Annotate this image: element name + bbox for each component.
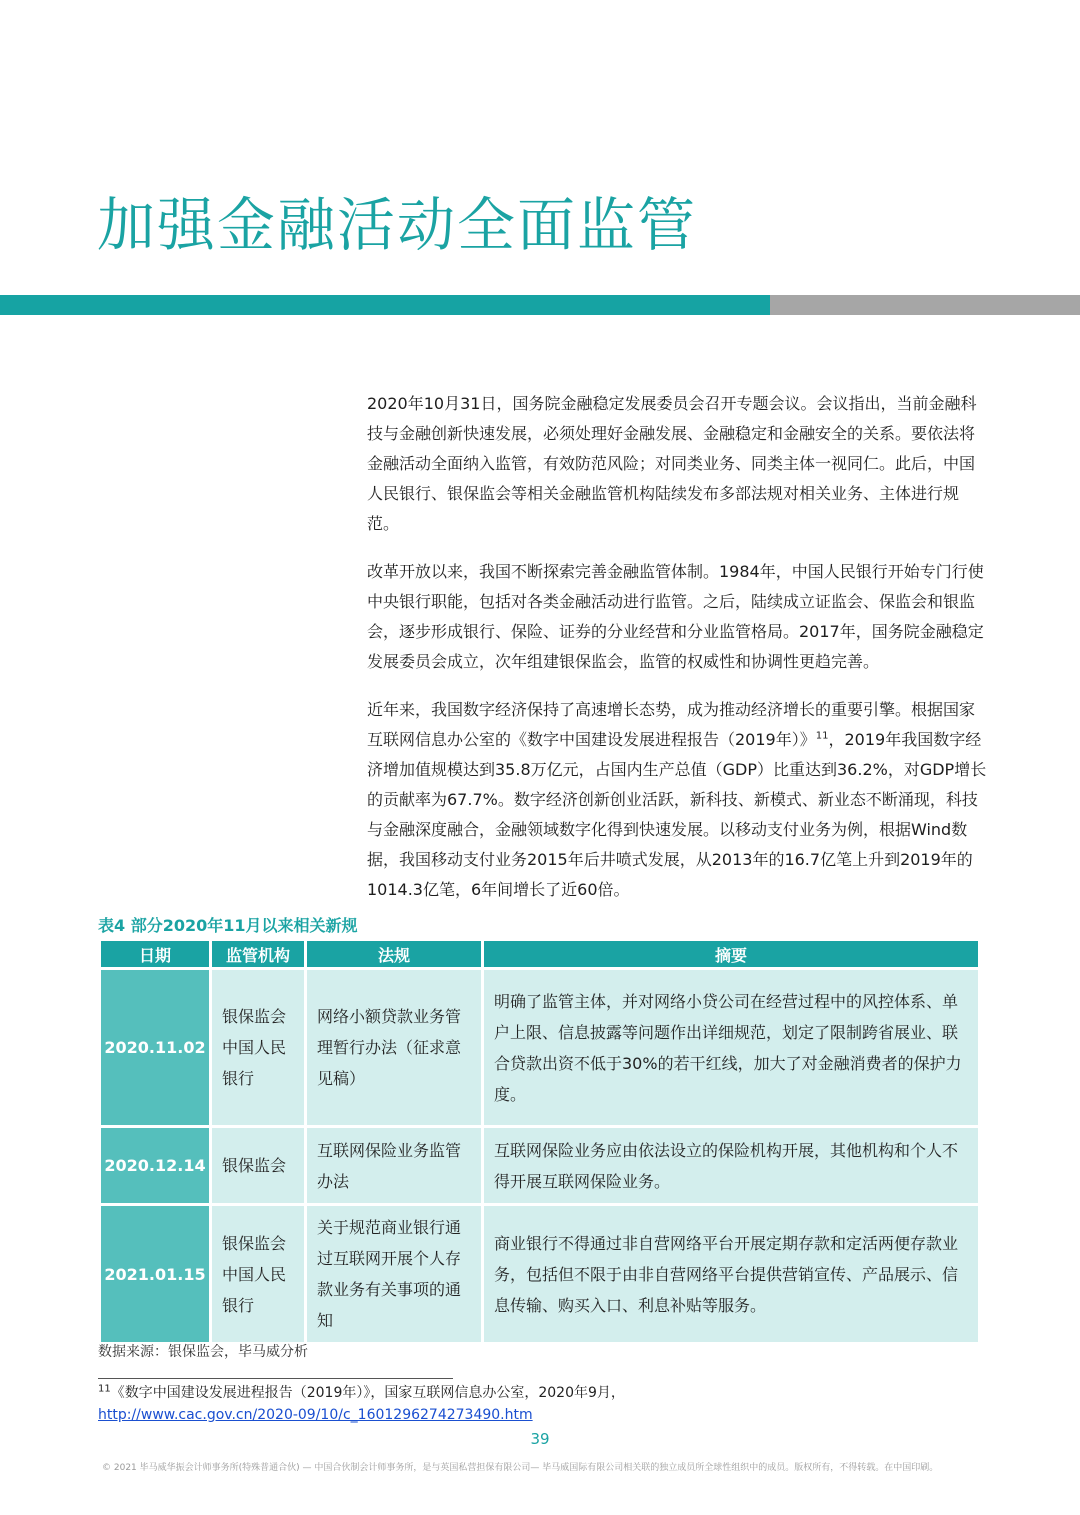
cell-date: 2020.11.02 [101,970,209,1125]
footnote [98,1382,625,1426]
footnote-divider [98,1378,453,1379]
cell-summary: 明确了监管主体，并对网络小贷公司在经营过程中的风控体系、单户上限、信息披露等问题作出详细规范，划定了限制跨省展业、联合贷款出资不低于30%的若干红线，加大了对金融消费者的保护力度。 [484,970,978,1125]
paragraph-3 [367,695,987,905]
title-band-accent [0,295,770,315]
header-regulation: 法规 [307,941,481,967]
paragraph-3-part-2: ，2019年我国数字经济增加值规模达到35.8万亿元，占国内生产总值（GDP）比重达到36.2%，对GDP增长的贡献率为67.7%。数字经济创新创业活跃，新科技、新模式、新业态不断涌现，科技与金融深度融合，金融领域数字化得到快速发展。以移动支付业务为例，根据Wind数据，我国移动支付业务2015年后井喷式发展，从2013年的16.7亿笔上升到2019年的1014.3亿笔，6年间增长了近60倍。 [367,730,987,899]
cell-regulation: 网络小额贷款业务管理暂行办法（征求意见稿） [307,970,481,1125]
data-source-note: 数据来源：银保监会，毕马威分析 [98,1344,308,1360]
cell-date: 2020.12.14 [101,1128,209,1203]
table-title: 表4 部分2020年11月以来相关新规 [98,916,358,935]
legal-notice: © 2021 毕马威华振会计师事务所(特殊普通合伙) — 中国合伙制会计师事务所，是与英国私营担保有限公司— 毕马威国际有限公司相关联的独立成员所全球性组织中的成员。版权所有，不得转载。在中国印刷。 [102,1463,939,1473]
page-number: 39 [530,1430,550,1448]
footnote-link[interactable]: http://www.cac.gov.cn/2020-09/10/c_1601296274273490.htm [98,1407,533,1423]
header-date: 日期 [101,941,209,967]
table-header-row [101,941,978,967]
footnote-reference: 11 [815,730,829,742]
cell-agency: 银保监会 中国人民银行 [212,970,304,1125]
paragraph-2: 改革开放以来，我国不断探索完善金融监管体制。1984年，中国人民银行开始专门行使中央银行职能，包括对各类金融活动进行监管。之后，陆续成立证监会、保监会和银监会，逐步形成银行、保险、证券的分业经营和分业监管格局。2017年，国务院金融稳定发展委员会成立，次年组建银保监会，监管的权威性和协调性更趋完善。 [367,562,984,671]
cell-summary: 互联网保险业务应由依法设立的保险机构开展，其他机构和个人不得开展互联网保险业务。 [484,1128,978,1203]
table-row [101,970,978,1125]
cell-date: 2021.01.15 [101,1206,209,1342]
footnote-number: 11 [98,1383,111,1395]
table-row [101,1128,978,1203]
header-agency: 监管机构 [212,941,304,967]
title-band-gray [770,295,1080,315]
footnote-text: 《数字中国建设发展进程报告（2019年）》，国家互联网信息办公室，2020年9月， [110,1385,625,1401]
table-row [101,1206,978,1342]
page-title: 加强金融活动全面监管 [97,191,698,259]
cell-summary: 商业银行不得通过非自营网络平台开展定期存款和定活两便存款业务，包括但不限于由非自营网络平台提供营销宣传、产品展示、信息传输、购买入口、利息补贴等服务。 [484,1206,978,1342]
cell-regulation: 关于规范商业银行通过互联网开展个人存款业务有关事项的通知 [307,1206,481,1342]
paragraph-1: 2020年10月31日，国务院金融稳定发展委员会召开专题会议。会议指出，当前金融科技与金融创新快速发展，必须处理好金融发展、金融稳定和金融安全的关系。要依法将金融活动全面纳入监管，有效防范风险；对同类业务、同类主体一视同仁。此后，中国人民银行、银保监会等相关金融监管机构陆续发布多部法规对相关业务、主体进行规范。 [367,394,977,533]
regulations-table [98,938,981,1345]
paragraph-3-part-1: 近年来，我国数字经济保持了高速增长态势，成为推动经济增长的重要引擎。根据国家互联网信息办公室的《数字中国建设发展进程报告（2019年）》 [367,700,976,749]
header-summary: 摘要 [484,941,978,967]
cell-agency: 银保监会 [212,1128,304,1203]
cell-agency: 银保监会 中国人民银行 [212,1206,304,1342]
cell-regulation: 互联网保险业务监管办法 [307,1128,481,1203]
body-text [367,389,987,923]
